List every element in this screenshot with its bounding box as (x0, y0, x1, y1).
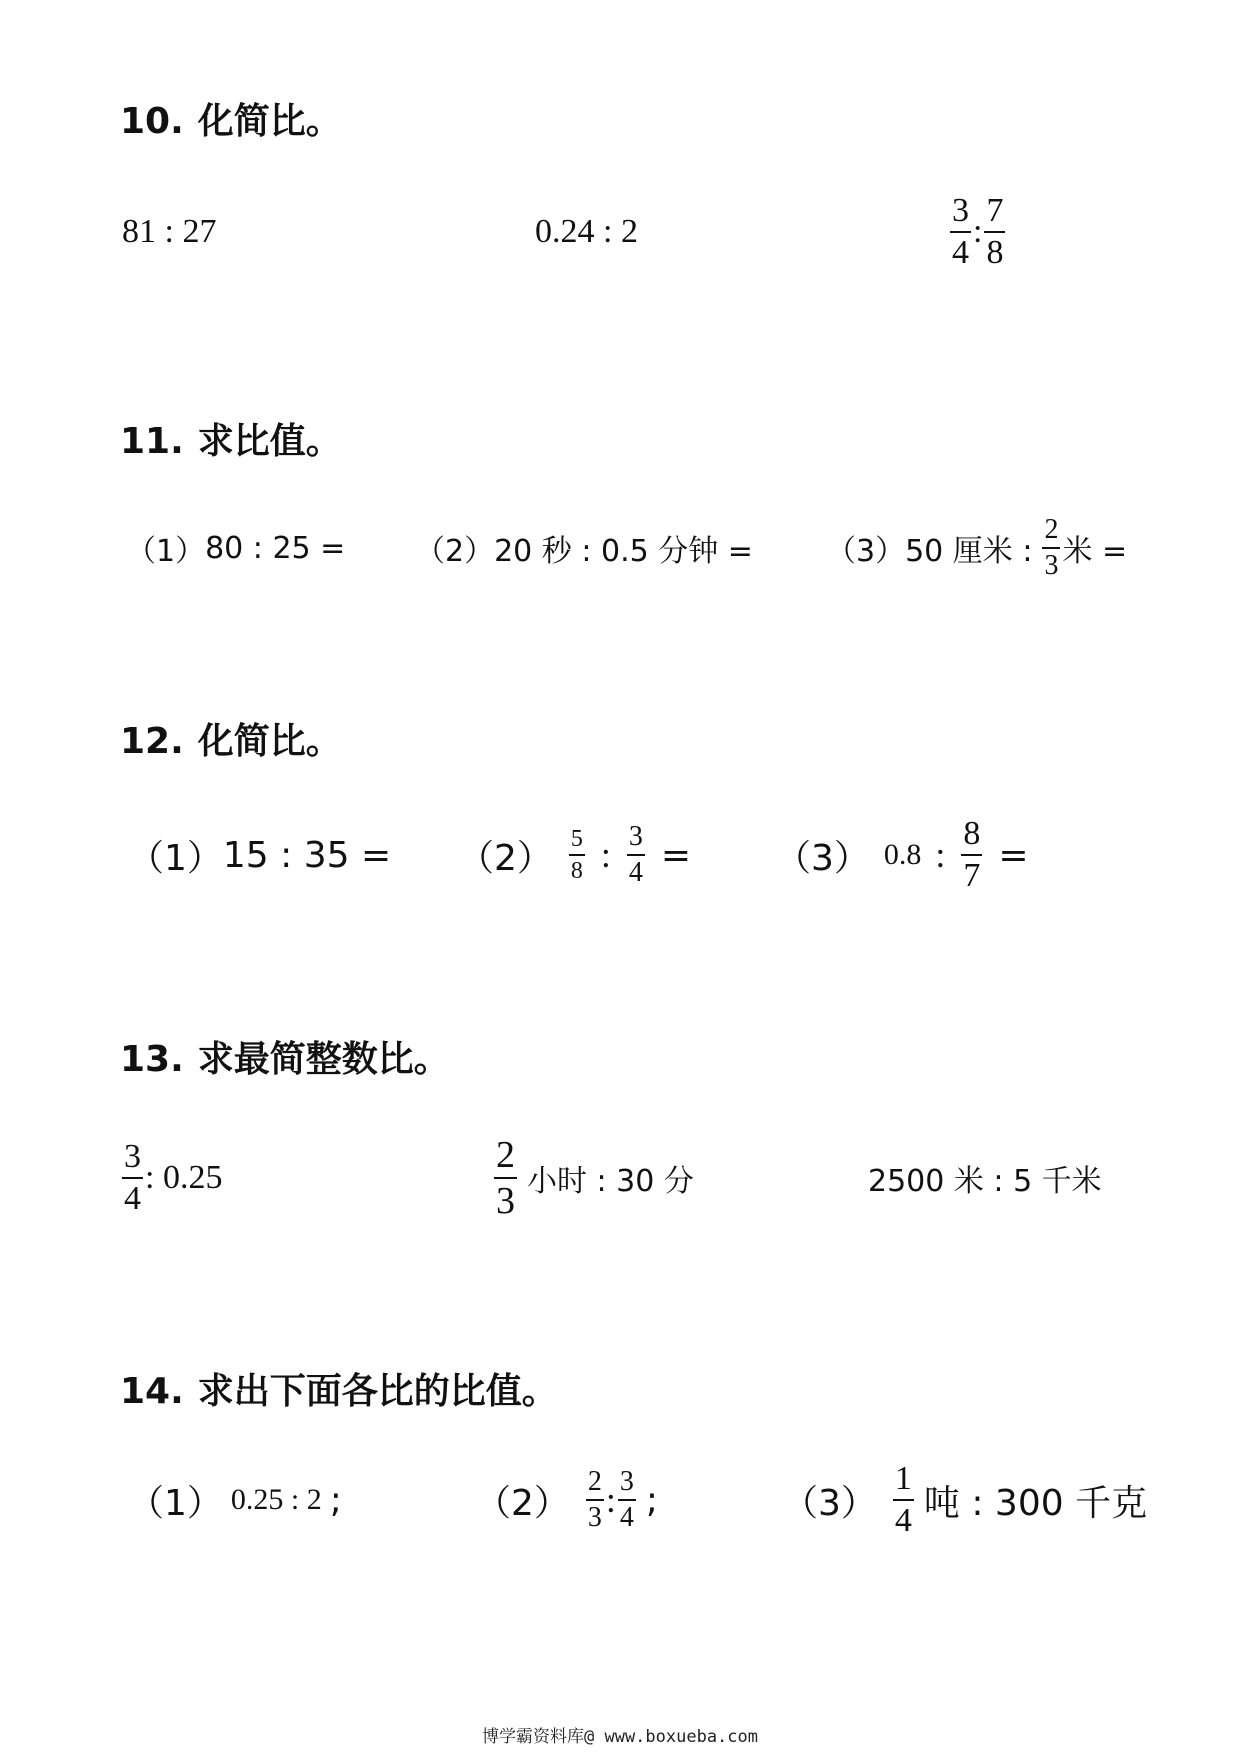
question-13-heading (120, 1038, 450, 1082)
part-expression-pre: 50 厘米 : (905, 534, 1033, 569)
question-number: 12. (120, 721, 184, 762)
fraction: $\frac{3}{4}$ (952, 192, 969, 271)
question-title: 求出下面各比的比值。 (197, 1371, 558, 1412)
q10-expression-c (948, 182, 1007, 282)
q11-part-1 (126, 498, 345, 598)
question-number: 13. (120, 1039, 184, 1080)
part-label: （2） (458, 837, 553, 879)
part-label: （1） (128, 837, 223, 879)
question-14-heading (120, 1370, 558, 1414)
fraction: $\frac{2}{3}$ (1044, 514, 1059, 581)
ratio-colon: : (605, 1480, 616, 1520)
ratio-colon: : (935, 835, 946, 875)
fraction: $\frac{2}{3}$ (496, 1134, 515, 1222)
semicolon: ; (329, 1479, 342, 1521)
semicolon: ; (645, 1479, 659, 1521)
q10-expression-a: 81 : 27 (122, 213, 217, 250)
expression-rest: 小时 : 30 分 (527, 1164, 694, 1199)
part-label: （2） (475, 1482, 570, 1524)
fraction: $\frac{3}{4}$ (628, 821, 643, 888)
q12-part-3 (775, 805, 1029, 905)
fraction: $\frac{7}{8}$ (986, 192, 1004, 271)
part-label: （3） (782, 1482, 877, 1524)
part-label: （3） (826, 534, 906, 569)
q10-expression-b: 0.24 : 2 (535, 213, 638, 250)
q13-expression-c: 2500 米 : 5 千米 (868, 1164, 1102, 1199)
q11-part-3 (826, 498, 1127, 598)
part-expression-post: 米 = (1062, 534, 1128, 569)
equals-sign: = (660, 834, 692, 876)
q12-part-2 (458, 805, 691, 905)
part-label: （1） (128, 1482, 223, 1524)
question-title: 求比值。 (197, 421, 342, 462)
fraction: $\frac{3}{4}$ (124, 1138, 141, 1217)
q14-part-1 (128, 1450, 342, 1550)
fraction: $\frac{2}{3}$ (587, 1466, 602, 1533)
question-12-heading (120, 720, 342, 764)
q11-part-2 (415, 498, 753, 598)
part-expression: 15 : 35 = (222, 834, 392, 876)
part-expression: 0.25 : 2 (230, 1483, 322, 1516)
question-title: 化简比。 (197, 721, 342, 762)
question-title: 化简比。 (197, 101, 342, 142)
q14-part-2 (475, 1450, 658, 1550)
question-number: 10. (120, 101, 184, 142)
ratio-colon: : (600, 835, 611, 875)
expression-rest: : 0.25 (145, 1159, 223, 1196)
equals-sign: = (998, 834, 1029, 876)
footer-watermark: 博学霸资料库@ www.boxueba.com (482, 1727, 758, 1747)
part-expression: 20 秒 : 0.5 分钟 = (494, 534, 753, 569)
fraction: $\frac{8}{7}$ (963, 815, 981, 894)
question-title: 求最简整数比。 (197, 1039, 450, 1080)
q13-expression-a (120, 1128, 222, 1228)
decimal-value: 0.8 (883, 838, 922, 871)
fraction: $\frac{1}{4}$ (894, 1460, 912, 1539)
question-10-heading (120, 100, 342, 144)
question-11-heading (120, 420, 342, 464)
question-number: 11. (120, 421, 184, 462)
q13-expression-b (492, 1128, 694, 1228)
q14-part-3 (782, 1450, 1147, 1550)
fraction: $\frac{3}{4}$ (619, 1466, 634, 1533)
fraction: $\frac{5}{8}$ (570, 826, 583, 884)
question-number: 14. (120, 1371, 184, 1412)
part-label: （2） (415, 534, 495, 569)
part-label: （3） (775, 837, 870, 879)
q12-part-1 (128, 805, 391, 905)
ratio-colon: : (973, 213, 983, 250)
part-label: （1） (126, 534, 206, 569)
part-expression: 吨 : 300 千克 (923, 1482, 1148, 1524)
part-expression: 80 : 25 = (205, 530, 346, 566)
